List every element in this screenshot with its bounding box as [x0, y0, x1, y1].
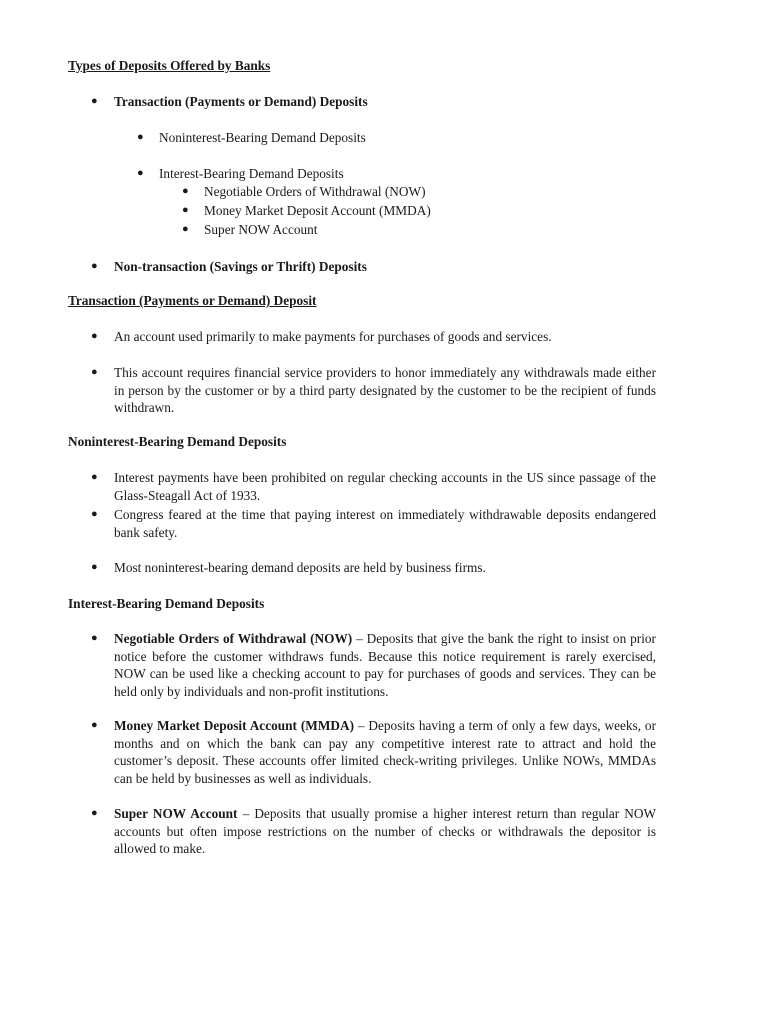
bullet-icon: ● [91, 719, 98, 731]
bullet-icon: ● [91, 632, 98, 644]
bullet-icon: ● [91, 330, 98, 342]
paragraph-noninterest-2: Congress feared at the time that paying interest on immediately withdrawable deposits endangered bank safety. [114, 507, 656, 540]
bullet-icon: ● [91, 95, 98, 107]
paragraph-mmda [114, 717, 656, 787]
outline-subsub-mmda: Money Market Deposit Account (MMDA) [204, 203, 431, 218]
bullet-icon: ● [91, 471, 98, 483]
paragraph-transaction-1: An account used primarily to make payments for purchases of goods and services. [114, 329, 552, 344]
bullet-icon: ● [182, 204, 189, 216]
bullet-icon: ● [137, 167, 144, 179]
bullet-icon: ● [91, 508, 98, 520]
outline-subsub-now: Negotiable Orders of Withdrawal (NOW) [204, 184, 426, 199]
bullet-icon: ● [137, 131, 144, 143]
term-super-now: Super NOW Account [114, 806, 238, 821]
bullet-icon: ● [91, 561, 98, 573]
outline-item-transaction: Transaction (Payments or Demand) Deposits [114, 94, 368, 109]
bullet-icon: ● [91, 807, 98, 819]
heading-interest-bearing: Interest-Bearing Demand Deposits [68, 596, 265, 611]
definition-now: – Deposits that give the bank the right to insist on prior notice before the customer withdraws funds. Because this notice requirement is rarely exercised, NOW can be used like a checking account to pay for purchases of goods and services. They can be held only by individuals and non-profit institutions. [114, 631, 656, 699]
heading-transaction-deposit: Transaction (Payments or Demand) Deposit [68, 293, 317, 308]
paragraph-noninterest-1: Interest payments have been prohibited on regular checking accounts in the US since passage of the Glass-Steagall Act of 1933. [114, 470, 656, 503]
bullet-icon: ● [182, 223, 189, 235]
paragraph-now [114, 630, 656, 700]
bullet-icon: ● [182, 185, 189, 197]
term-now: Negotiable Orders of Withdrawal (NOW) [114, 631, 353, 646]
outline-sub-noninterest: Noninterest-Bearing Demand Deposits [159, 130, 366, 145]
bullet-icon: ● [91, 260, 98, 272]
paragraph-transaction-2: This account requires financial service providers to honor immediately any withdrawals made either in person by the customer or by a third party designated by the customer to be the recipient of funds withdrawn. [114, 365, 656, 416]
term-mmda: Money Market Deposit Account (MMDA) [114, 718, 355, 733]
bullet-icon: ● [91, 366, 98, 378]
outline-sub-interest: Interest-Bearing Demand Deposits [159, 166, 344, 181]
definition-super-now: – Deposits that usually promise a higher interest return than regular NOW accounts but often impose restrictions on the number of checks or withdrawals the depositor is allowed to make. [114, 806, 656, 857]
outline-subsub-super-now: Super NOW Account [204, 222, 318, 237]
paragraph-super-now [114, 805, 656, 858]
heading-types-of-deposits: Types of Deposits Offered by Banks [68, 58, 271, 73]
heading-noninterest-bearing: Noninterest-Bearing Demand Deposits [68, 434, 287, 449]
outline-item-nontransaction: Non-transaction (Savings or Thrift) Deposits [114, 259, 367, 274]
paragraph-noninterest-3: Most noninterest-bearing demand deposits are held by business firms. [114, 560, 486, 575]
definition-mmda: – Deposits having a term of only a few days, weeks, or months and on which the bank can pay any competitive interest rate to attract and hold the customer’s deposit. These accounts offer limited check-writing privileges. Unlike NOWs, MMDAs can be held by businesses as well as individuals. [114, 718, 657, 786]
